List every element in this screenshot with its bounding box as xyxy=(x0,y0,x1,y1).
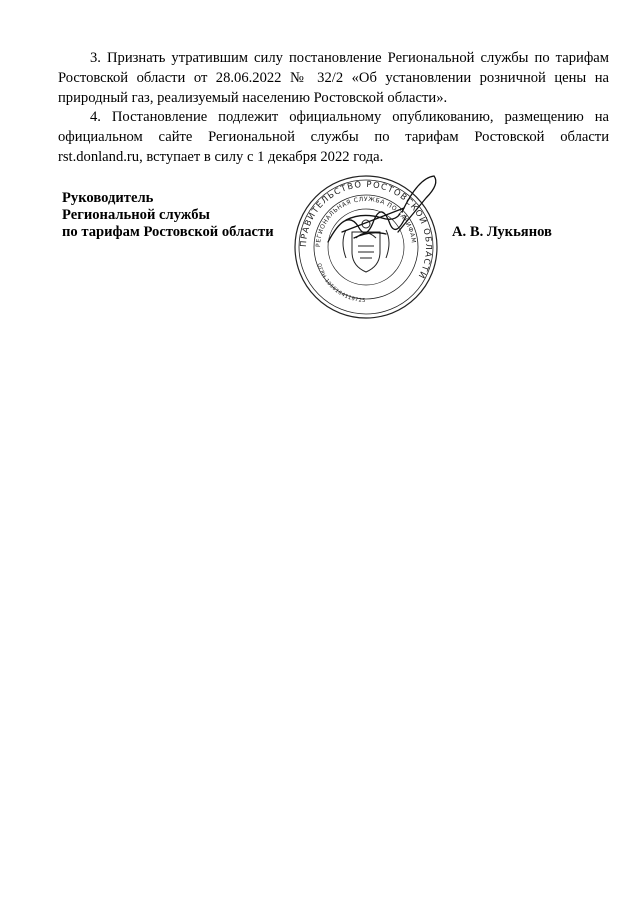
signatory-position xyxy=(62,190,274,241)
seal-graphic xyxy=(286,172,446,322)
signatory-position-line: по тарифам Ростовской области xyxy=(62,224,274,240)
svg-text:ОГРН 1056164119725 xyxy=(315,263,365,304)
paragraph-3: 3. Признать утратившим силу постановление Региональной службы по тарифам Ростовской области от 28.06.2022 № 32/2 «Об установлении розничной цены на природный газ, реализуемый населению Ростовской области». xyxy=(58,50,609,106)
seal-inner-text: РЕГИОНАЛЬНАЯ СЛУЖБА ПО ТАРИФАМ xyxy=(314,195,417,248)
seal-number-text: ОГРН 1056164119725 xyxy=(315,262,366,305)
official-seal xyxy=(286,172,446,322)
signatory-name: А. В. Лукьянов xyxy=(452,224,552,240)
seal-outer-text: ПРАВИТЕЛЬСТВО РОСТОВСКОЙ ОБЛАСТИ xyxy=(297,178,435,282)
coat-of-arms-icon xyxy=(343,220,389,272)
signatory-position-line: Руководитель xyxy=(62,190,154,206)
svg-text:РЕГИОНАЛЬНАЯ СЛУЖБА ПО ТАРИФАМ xyxy=(315,196,417,247)
paragraph-4: 4. Постановление подлежит официальному опубликованию, размещению на официальном сайте Региональной службы по тарифам Ростовской области rst.donland.ru, вступает в силу с 1 декабря 2022 года. xyxy=(58,109,609,165)
signatory-position-line: Региональной службы xyxy=(62,207,210,223)
